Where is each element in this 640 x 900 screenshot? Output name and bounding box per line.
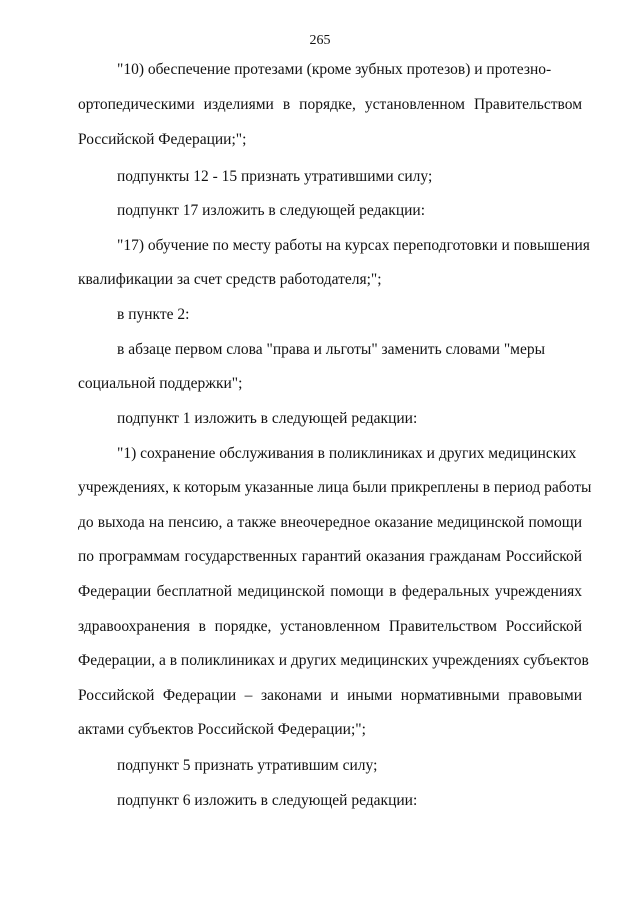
text-line: Российской Федерации – законами и иными нормативными правовыми [78, 687, 582, 704]
text-line: актами субъектов Российской Федерации;"; [78, 721, 366, 738]
text-line: подпункт 1 изложить в следующей редакции: [117, 410, 418, 427]
text-line: Федерации бесплатной медицинской помощи в федеральных учреждениях [78, 583, 582, 600]
text-line: подпункты 12 - 15 признать утратившими силу; [117, 168, 433, 185]
text-line: квалификации за счет средств работодателя;"; [78, 271, 382, 288]
text-line: подпункт 6 изложить в следующей редакции: [117, 792, 418, 809]
text-line: социальной поддержки"; [78, 375, 243, 392]
text-line: Федерации, а в поликлиниках и других медицинских учреждениях субъектов [78, 652, 589, 669]
text-line: подпункт 5 признать утратившим силу; [117, 757, 378, 774]
text-line: "10) обеспечение протезами (кроме зубных протезов) и протезно- [117, 61, 552, 78]
text-line: здравоохранения в порядке, установленном Правительством Российской [78, 618, 582, 635]
text-line: "1) сохранение обслуживания в поликлиниках и других медицинских [117, 445, 577, 462]
text-line: по программам государственных гарантий оказания гражданам Российской [78, 548, 582, 565]
text-line: подпункт 17 изложить в следующей редакции: [117, 202, 426, 219]
text-line: Российской Федерации;"; [78, 131, 247, 148]
text-line: до выхода на пенсию, а также внеочередное оказание медицинской помощи [78, 514, 582, 531]
text-line: в абзаце первом слова "права и льготы" заменить словами "меры [117, 341, 546, 358]
text-line: в пункте 2: [117, 306, 190, 323]
text-line: "17) обучение по месту работы на курсах переподготовки и повышения [117, 237, 590, 254]
text-line: ортопедическими изделиями в порядке, установленном Правительством [78, 96, 582, 113]
text-line: учреждениях, к которым указанные лица были прикреплены в период работы [78, 479, 592, 496]
page-number: 265 [309, 33, 331, 48]
